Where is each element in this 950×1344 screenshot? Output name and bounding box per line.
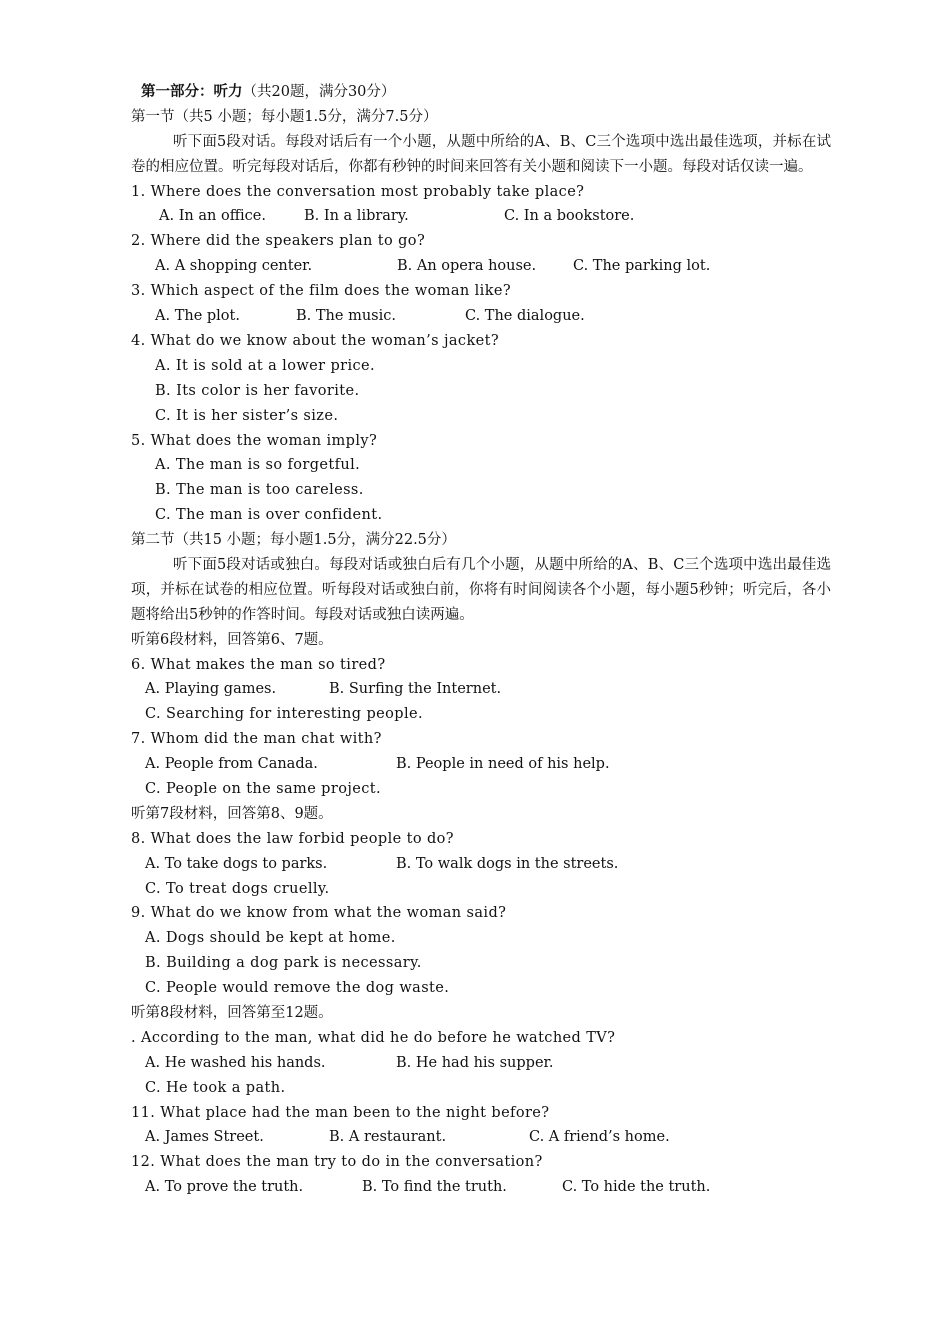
q2-option-c: C. The parking lot. [573, 258, 711, 275]
q11-option-a: A. James Street. [145, 1129, 264, 1146]
material-6-heading: 听第6段材料，回答第6、7题。 [131, 631, 333, 648]
q7-option-b: B. People in need of his help. [396, 756, 610, 773]
q4-option-c: C. It is her sister’s size. [155, 407, 339, 424]
q8-stem: 8. What does the law forbid people to do? [131, 830, 454, 847]
q10-option-b: B. He had his supper. [396, 1054, 554, 1071]
q5-stem: 5. What does the woman imply? [131, 432, 378, 449]
section1-header: 第一节（共5 小题；每小题1.5分，满分7.5分） [131, 108, 438, 125]
q11-stem: 11. What place had the man been to the night before? [131, 1104, 550, 1121]
q8-option-b: B. To walk dogs in the streets. [396, 855, 619, 872]
q4-option-a: A. It is sold at a lower price. [155, 357, 376, 374]
q12-option-c: C. To hide the truth. [562, 1179, 711, 1196]
q12-stem: 12. What does the man try to do in the conversation? [131, 1154, 543, 1171]
section1-instructions: 听下面5段对话。每段对话后有一个小题，从题中所给的A、B、C三个选项中选出最佳选项，并标在试卷的相应位置。听完每段对话后，你都有秒钟的时间来回答有关小题和阅读下一小题。每段对话仅读一遍。 [131, 133, 831, 175]
q3-stem: 3. Which aspect of the film does the woman like? [131, 283, 512, 300]
q5-option-c: C. The man is over confident. [155, 507, 383, 524]
q2-option-b: B. An opera house. [397, 258, 537, 275]
q9-option-c: C. People would remove the dog waste. [145, 980, 450, 997]
q9-stem: 9. What do we know from what the woman said? [131, 905, 507, 922]
q4-option-b: B. Its color is her favorite. [155, 382, 360, 399]
q7-options [131, 752, 831, 777]
q10-stem: . According to the man, what did he do before he watched TV? [131, 1029, 616, 1046]
material-8-heading: 听第8段材料，回答第至12题。 [131, 1005, 333, 1022]
q1-stem: 1. Where does the conversation most probably take place? [131, 183, 585, 200]
section2-instructions: 听下面5段对话或独白。每段对话或独白后有几个小题，从题中所给的A、B、C三个选项中选出最佳选项，并标在试卷的相应位置。听每段对话或独白前，你将有时间阅读各个小题，每小题5秒钟；听完后，各小题将给出5秒钟的作答时间。每段对话或独白读两遍。 [131, 556, 831, 623]
q4-stem: 4. What do we know about the woman’s jacket? [131, 332, 500, 349]
q3-option-a: A. The plot. [155, 308, 240, 325]
q6-option-b: B. Surfing the Internet. [329, 681, 502, 698]
section2-header: 第二节（共15 小题；每小题1.5分，满分22.5分） [131, 532, 456, 549]
q2-stem: 2. Where did the speakers plan to go? [131, 233, 426, 250]
q11-option-c: C. A friend’s home. [529, 1129, 670, 1146]
q3-option-c: C. The dialogue. [465, 308, 585, 325]
q11-options [131, 1125, 831, 1150]
q12-options [131, 1175, 831, 1200]
q1-option-c: C. In a bookstore. [504, 208, 635, 225]
q8-option-a: A. To take dogs to parks. [145, 855, 328, 872]
q1-option-a: A. In an office. [159, 208, 266, 225]
q11-option-b: B. A restaurant. [329, 1129, 447, 1146]
q1-option-b: B. In a library. [304, 208, 409, 225]
q12-option-b: B. To find the truth. [362, 1179, 507, 1196]
q7-option-c: C. People on the same project. [145, 781, 381, 798]
q12-option-a: A. To prove the truth. [145, 1179, 304, 1196]
q7-stem: 7. Whom did the man chat with? [131, 731, 382, 748]
q6-options [131, 677, 831, 702]
part1-title-bold: 第一部分：听力 [141, 84, 243, 100]
q3-option-b: B. The music. [296, 308, 396, 325]
q3-options [131, 304, 831, 329]
q10-option-a: A. He washed his hands. [145, 1054, 326, 1071]
q7-option-a: A. People from Canada. [145, 756, 318, 773]
q8-options [131, 852, 831, 877]
q5-option-b: B. The man is too careless. [155, 482, 364, 499]
q2-options [131, 254, 831, 279]
q6-option-a: A. Playing games. [145, 681, 277, 698]
exam-page [131, 80, 831, 1200]
q6-option-c: C. Searching for interesting people. [145, 706, 423, 723]
q9-option-b: B. Building a dog park is necessary. [145, 955, 422, 972]
q6-stem: 6. What makes the man so tired? [131, 656, 386, 673]
q8-option-c: C. To treat dogs cruelly. [145, 880, 330, 897]
q9-option-a: A. Dogs should be kept at home. [145, 930, 396, 947]
q10-options [131, 1051, 831, 1076]
q5-option-a: A. The man is so forgetful. [155, 457, 361, 474]
q1-options [131, 204, 831, 229]
part1-title [131, 80, 831, 105]
part1-title-rest: （共20题，满分30分） [242, 84, 396, 100]
q2-option-a: A. A shopping center. [155, 258, 313, 275]
material-7-heading: 听第7段材料，回答第8、9题。 [131, 805, 333, 822]
q10-option-c: C. He took a path. [145, 1079, 286, 1096]
